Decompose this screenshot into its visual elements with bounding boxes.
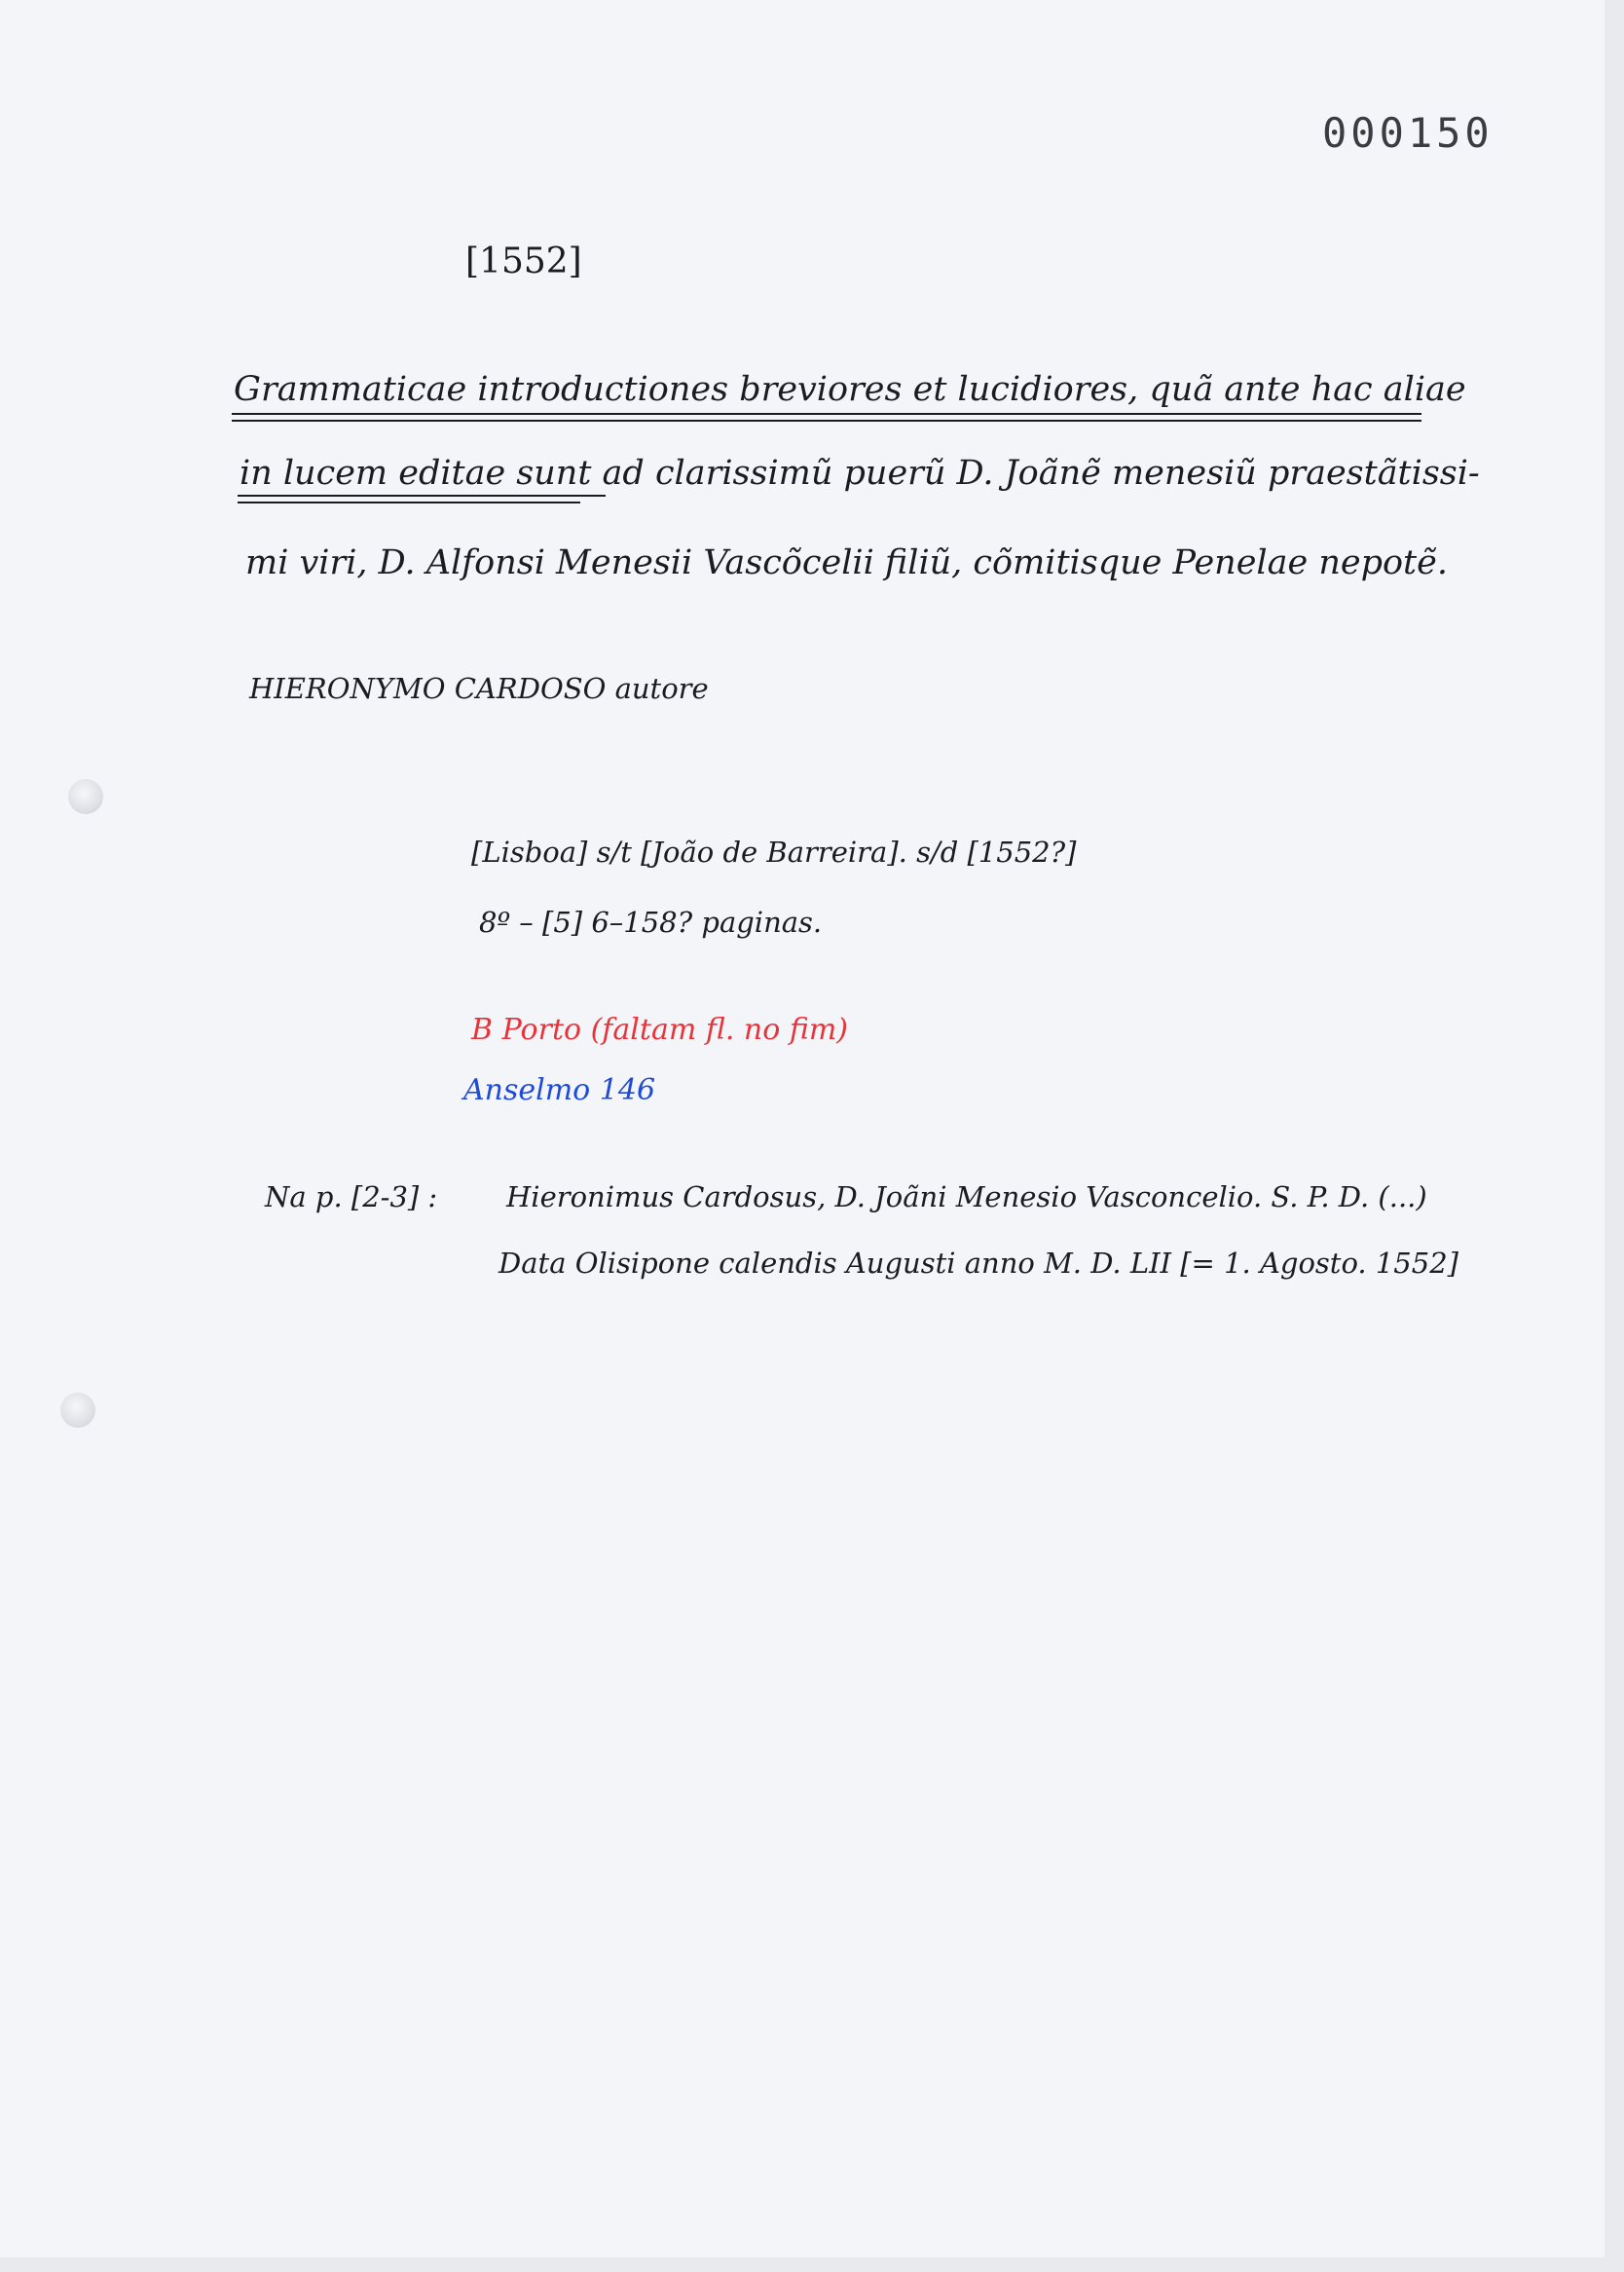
title-line-3: mi viri, D. Alfonsi Menesii Vascõcelii filiũ, cõmitisque Penelae nepotẽ.: [245, 543, 1448, 582]
title-underline-2a: [238, 495, 606, 497]
punch-hole-bottom: [60, 1393, 95, 1428]
title-underline-1b: [232, 420, 1421, 422]
reference-note: Anselmo 146: [463, 1073, 656, 1107]
note-line-2: Data Olisipone calendis Augusti anno M. D. LII [= 1. Agosto. 1552]: [498, 1247, 1458, 1280]
note-line-1: Hieronimus Cardosus, D. Joãni Menesio Vasconcelio. S. P. D. (...): [506, 1180, 1427, 1213]
title-line-1: Grammaticae introductiones breviores et lucidiores, quã ante hac aliae: [234, 370, 1466, 409]
format-line: 8º – [5] 6–158? paginas.: [479, 906, 823, 939]
location-note: B Porto (faltam fl. no fim): [471, 1013, 848, 1047]
page-number-stamp: 000150: [1322, 109, 1494, 157]
title-underline-1a: [232, 413, 1421, 415]
year-heading: [1552]: [465, 242, 582, 281]
title-underline-2b: [238, 502, 580, 503]
author-line: HIERONYMO CARDOSO autore: [249, 672, 709, 705]
publication-line: [Lisboa] s/t [João de Barreira]. s/d [1552?]: [471, 836, 1077, 869]
title-line-2: in lucem editae sunt ad clarissimũ puerũ D. Joãnẽ menesiũ praestãtissi-: [240, 454, 1480, 493]
note-prefix: Na p. [2-3] :: [265, 1180, 438, 1213]
punch-hole-top: [68, 779, 103, 814]
